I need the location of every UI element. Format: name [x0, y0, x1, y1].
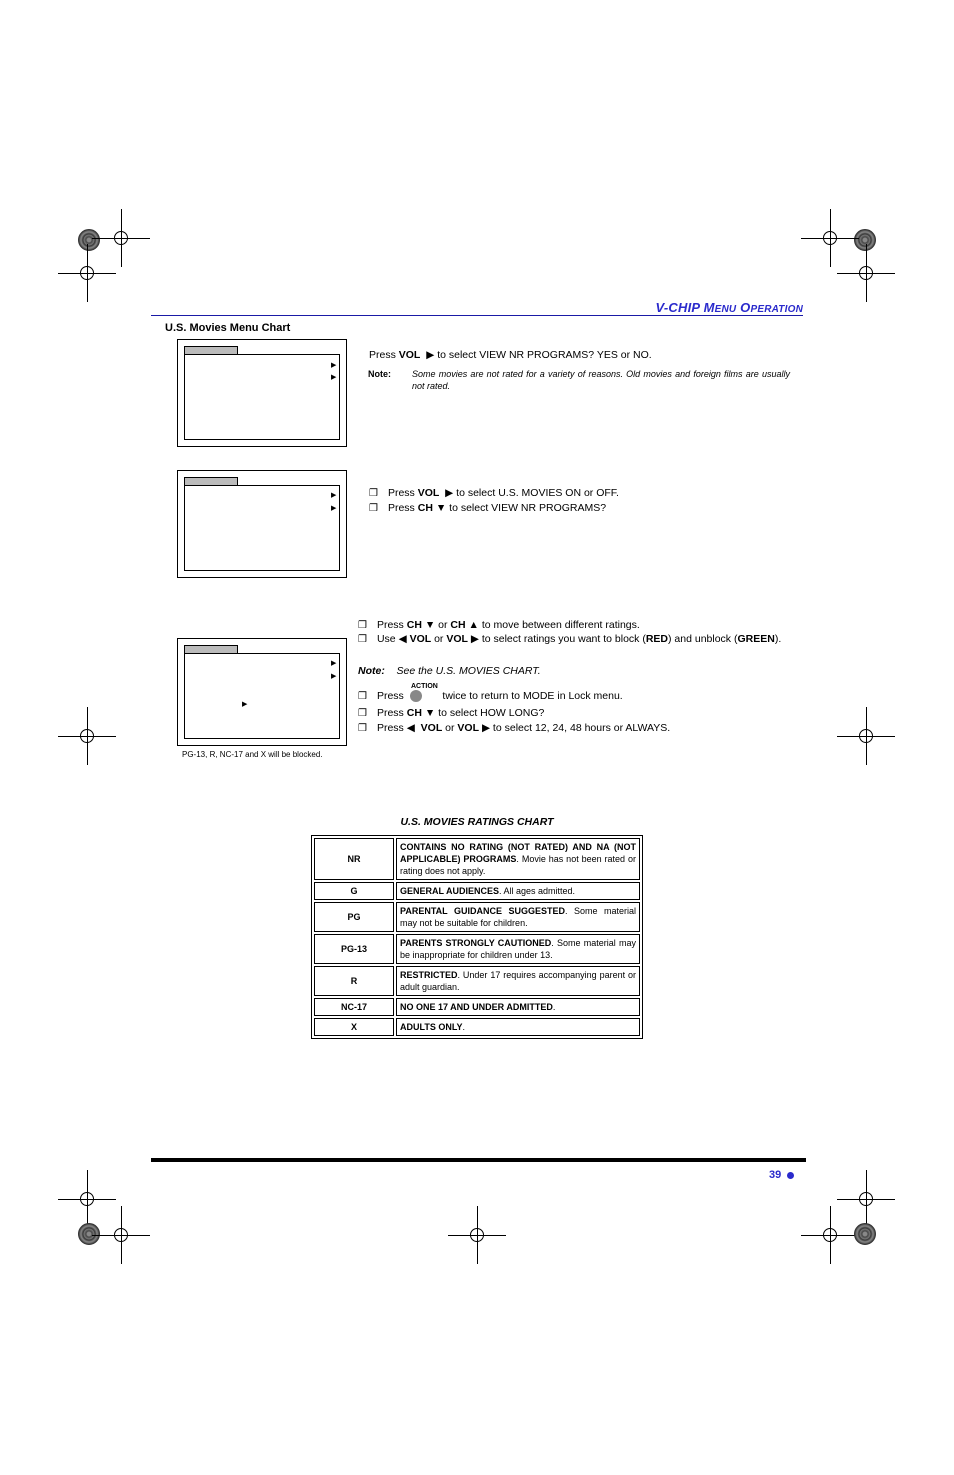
ratings-table-row [314, 998, 640, 1016]
rating-code: R [314, 966, 394, 996]
arrow-right-icon: ▶ [331, 505, 337, 512]
arrow-down-icon: ▼ [424, 619, 436, 631]
checkbox-bullet-icon: ❒ [358, 620, 367, 631]
rating-description-bold: ADULTS ONLY [400, 1022, 463, 1032]
arrow-right-icon: ▶ [470, 633, 479, 645]
registration-mark-icon [830, 1235, 831, 1236]
arrow-up-icon: ▲ [468, 619, 479, 631]
arrow-right-icon: ▶ [331, 362, 337, 369]
rating-description [396, 1018, 640, 1036]
step1-note-text: Some movies are not rated for a variety of reasons. Old movies and foreign films are usually not rated. [412, 369, 790, 391]
menu-panel [184, 354, 340, 440]
header-rule [151, 315, 803, 316]
registration-mark-icon [830, 238, 831, 239]
page-header-title: V-CHIP MENU OPERATION [655, 300, 803, 315]
ratings-table-row [314, 902, 640, 932]
menu-panel [184, 653, 340, 739]
registration-mark-icon [477, 1235, 478, 1236]
arrow-left-icon: ◀ [406, 722, 415, 734]
arrow-left-icon: ◀ [398, 633, 407, 645]
checkbox-bullet-icon: ❒ [358, 708, 367, 719]
step2-bullet-1: ❒ Press VOL ▶ to select U.S. MOVIES ON or OFF. [369, 487, 619, 499]
arrow-right-icon: ▶ [445, 487, 454, 499]
rating-description-bold: GENERAL AUDIENCES [400, 886, 500, 896]
section-title: U.S. Movies Menu Chart [165, 322, 291, 334]
step1-note-label: Note: [368, 369, 391, 379]
arrow-down-icon: ▼ [424, 707, 436, 719]
checkbox-bullet-icon: ❒ [369, 488, 378, 499]
rating-description-rest: . Under 17 requires accompanying parent or adult guardian. [400, 970, 636, 992]
rating-description-rest: . Movie has not been rated or rating does not apply. [400, 854, 636, 876]
arrow-right-icon: ▶ [331, 673, 337, 680]
rating-description [396, 998, 640, 1016]
registration-target-icon [78, 229, 100, 251]
ratings-chart-title: U.S. MOVIES RATINGS CHART [400, 816, 554, 828]
arrow-right-icon: ▶ [426, 349, 435, 361]
rating-code: PG [314, 902, 394, 932]
registration-target-icon [78, 1223, 100, 1245]
registration-mark-icon [87, 1199, 88, 1200]
footer-rule [151, 1158, 806, 1162]
step2-bullet-2: ❒ Press CH ▼ to select VIEW NR PROGRAMS? [369, 502, 607, 514]
ratings-table-row [314, 934, 640, 964]
arrow-right-icon: ▶ [331, 492, 337, 499]
ratings-table-row [314, 838, 640, 880]
rating-description [396, 934, 640, 964]
action-button-label: ACTION [411, 683, 438, 690]
arrow-down-icon: ▼ [435, 502, 447, 514]
checkbox-bullet-icon: ❒ [369, 503, 378, 514]
screen3-caption: PG-13, R, NC-17 and X will be blocked. [182, 750, 323, 759]
arrow-right-icon: ▶ [481, 722, 491, 734]
checkbox-bullet-icon: ❒ [358, 723, 367, 734]
rating-description-rest: . Some material may be inappropriate for children under 13. [400, 938, 636, 960]
registration-target-icon [854, 229, 876, 251]
rating-code: NC-17 [314, 998, 394, 1016]
registration-target-icon [854, 1223, 876, 1245]
checkbox-bullet-icon: ❒ [358, 691, 367, 702]
rating-code: NR [314, 838, 394, 880]
tv-menu-screen-2 [177, 470, 347, 578]
rating-description [396, 902, 640, 932]
page-dot-icon [787, 1172, 794, 1179]
registration-mark-icon [121, 238, 122, 239]
rating-description-bold: NO ONE 17 AND UNDER ADMITTED [400, 1002, 553, 1012]
checkbox-bullet-icon: ❒ [358, 634, 367, 645]
page-number: 39 [769, 1169, 782, 1181]
rating-description-rest: . All ages admitted. [499, 886, 576, 896]
rating-description-rest: . [462, 1022, 466, 1032]
rating-description [396, 838, 640, 880]
rating-code: G [314, 882, 394, 900]
ratings-table [311, 835, 643, 1039]
rating-description-bold: CONTAINS NO RATING (NOT RATED) AND NA (NOT APPLICABLE) PROGRAMS [400, 842, 636, 864]
tv-menu-screen-3 [177, 638, 347, 746]
registration-mark-icon [121, 1235, 122, 1236]
arrow-right-icon: ▶ [242, 701, 248, 708]
step3-bullet-1: ❒ Press CH ▼ or CH ▲ to move between different ratings. [358, 619, 640, 631]
ratings-table-row [314, 1018, 640, 1036]
action-button-icon [410, 690, 422, 702]
rating-description [396, 882, 640, 900]
registration-mark-icon [87, 736, 88, 737]
step3-note: Note: See the U.S. MOVIES CHART. [358, 665, 541, 677]
menu-panel [184, 485, 340, 571]
registration-mark-icon [866, 273, 867, 274]
arrow-right-icon: ▶ [331, 374, 337, 381]
step3-bullet-2: ❒ Use ◀ VOL or VOL ▶ to select ratings you want to block (RED) and unblock (GREEN). [358, 633, 782, 645]
registration-mark-icon [866, 1199, 867, 1200]
rating-description-rest: . [552, 1002, 556, 1012]
rating-description-bold: PARENTAL GUIDANCE SUGGESTED [400, 906, 565, 916]
ratings-table-row [314, 966, 640, 996]
registration-mark-icon [866, 736, 867, 737]
step3-bullet-3: ❒ Press twice to return to MODE in Lock menu. [358, 690, 623, 702]
arrow-right-icon: ▶ [331, 660, 337, 667]
rating-description-rest: . Some material may not be suitable for children. [400, 906, 636, 928]
ratings-table-row [314, 882, 640, 900]
rating-description [396, 966, 640, 996]
registration-mark-icon [87, 273, 88, 274]
rating-code: X [314, 1018, 394, 1036]
step3-bullet-4: ❒ Press CH ▼ to select HOW LONG? [358, 707, 545, 719]
tv-menu-screen-1 [177, 339, 347, 447]
step3-bullet-5: ❒ Press ◀ VOL or VOL ▶ to select 12, 24, 48 hours or ALWAYS. [358, 722, 671, 734]
step1-instruction: Press VOL ▶ to select VIEW NR PROGRAMS? YES or NO. [369, 349, 652, 361]
rating-code: PG-13 [314, 934, 394, 964]
rating-description-bold: PARENTS STRONGLY CAUTIONED [400, 938, 552, 948]
rating-description-bold: RESTRICTED [400, 970, 458, 980]
